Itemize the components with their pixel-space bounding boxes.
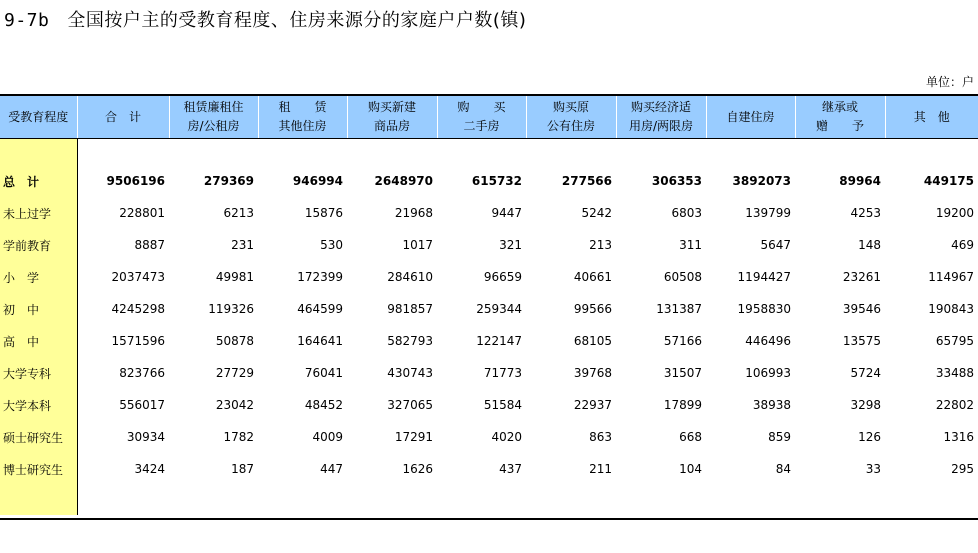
table-cell: 1017 <box>402 238 433 252</box>
row-label: 高 中 <box>0 325 77 357</box>
table-cell: 131387 <box>656 302 702 316</box>
column-header-line2: 赠 予 <box>815 119 864 133</box>
table-cell: 21968 <box>394 206 433 220</box>
spacer-cell <box>169 485 258 515</box>
spacer-cell <box>169 139 258 166</box>
table-cell: 327065 <box>387 398 433 412</box>
table-cell: 114967 <box>928 270 974 284</box>
table-cell: 76041 <box>304 366 343 380</box>
column-header-line1: 租赁廉租住 <box>183 100 244 114</box>
table-cell: 99566 <box>573 302 612 316</box>
column-header <box>0 95 77 139</box>
table-cell: 172399 <box>297 270 343 284</box>
table-row <box>0 389 978 421</box>
table-cell: 284610 <box>387 270 433 284</box>
table-cell: 22937 <box>573 398 612 412</box>
table-cell: 40661 <box>573 270 612 284</box>
row-label: 学前教育 <box>0 229 77 261</box>
table-cell: 946994 <box>292 174 343 188</box>
table-cell: 17291 <box>394 430 433 444</box>
table-cell: 50878 <box>215 334 254 348</box>
table-cell: 5647 <box>760 238 791 252</box>
table-cell: 38938 <box>752 398 791 412</box>
spacer-cell <box>616 139 706 166</box>
spacer-cell <box>258 485 347 515</box>
table-cell: 23261 <box>842 270 881 284</box>
table-row <box>0 453 978 485</box>
table-cell: 60508 <box>663 270 702 284</box>
table-cell: 4009 <box>312 430 343 444</box>
table-cell: 430743 <box>387 366 433 380</box>
column-header-line2: 二手房 <box>463 119 500 133</box>
table-cell: 446496 <box>745 334 791 348</box>
column-header <box>77 95 169 139</box>
spacer-cell <box>77 139 169 166</box>
table-cell: 981857 <box>387 302 433 316</box>
table-cell: 1194427 <box>737 270 791 284</box>
row-label: 博士研究生 <box>0 453 77 485</box>
table-cell: 1782 <box>223 430 254 444</box>
header-row <box>0 95 978 139</box>
table-cell: 164641 <box>297 334 343 348</box>
table-cell: 122147 <box>476 334 522 348</box>
column-header <box>526 95 616 139</box>
table-cell: 148 <box>858 238 881 252</box>
table-cell: 6213 <box>223 206 254 220</box>
table-cell: 859 <box>768 430 791 444</box>
table-cell: 295 <box>951 462 974 476</box>
table-cell: 582793 <box>387 334 433 348</box>
column-header-line1: 其 他 <box>913 109 950 124</box>
column-header-line2: 商品房 <box>373 119 410 133</box>
table-cell: 106993 <box>745 366 791 380</box>
column-header <box>347 95 437 139</box>
table-cell: 1571596 <box>111 334 165 348</box>
table-cell: 259344 <box>476 302 522 316</box>
table-cell: 190843 <box>928 302 974 316</box>
total-row <box>0 165 978 197</box>
table-cell: 4245298 <box>111 302 165 316</box>
table-cell: 65795 <box>935 334 974 348</box>
table-cell: 139799 <box>745 206 791 220</box>
table-cell: 84 <box>775 462 791 476</box>
table-cell: 1626 <box>402 462 433 476</box>
table-cell: 89964 <box>839 174 881 188</box>
table-cell: 39768 <box>573 366 612 380</box>
table-cell: 119326 <box>208 302 254 316</box>
table-cell: 469 <box>951 238 974 252</box>
table-cell: 2037473 <box>111 270 165 284</box>
spacer-row <box>0 485 978 515</box>
table-title: 全国按户主的受教育程度、住房来源分的家庭户户数(镇) <box>67 10 527 31</box>
spacer-cell <box>885 139 978 166</box>
table-cell: 437 <box>499 462 522 476</box>
table-cell: 277566 <box>561 174 612 188</box>
row-label: 未上过学 <box>0 197 77 229</box>
table-cell: 668 <box>679 430 702 444</box>
table-cell: 23042 <box>215 398 254 412</box>
table-cell: 39546 <box>842 302 881 316</box>
column-header <box>258 95 347 139</box>
table-cell: 231 <box>231 238 254 252</box>
data-table <box>0 94 978 515</box>
row-label: 硕士研究生 <box>0 421 77 453</box>
column-header-line1: 合 计 <box>104 109 141 124</box>
spacer-cell <box>706 139 795 166</box>
table-row <box>0 421 978 453</box>
table-cell: 5724 <box>850 366 881 380</box>
page-title <box>4 6 526 32</box>
table-cell: 48452 <box>304 398 343 412</box>
column-header-line1: 购 买 <box>457 100 506 114</box>
column-header-line1: 购买经济适 <box>630 100 691 114</box>
table-cell: 3298 <box>850 398 881 412</box>
column-header <box>169 95 258 139</box>
spacer-cell <box>795 139 885 166</box>
column-header <box>885 95 978 139</box>
row-label: 大学本科 <box>0 389 77 421</box>
spacer-cell <box>526 139 616 166</box>
table-cell: 9506196 <box>106 174 165 188</box>
table-cell: 3892073 <box>732 174 791 188</box>
table-code: 9-7b <box>4 10 50 31</box>
table-row <box>0 261 978 293</box>
table-row <box>0 229 978 261</box>
table-cell: 211 <box>589 462 612 476</box>
table-cell: 5242 <box>581 206 612 220</box>
table-cell: 13575 <box>842 334 881 348</box>
column-header-line1: 购买原 <box>552 100 589 114</box>
table-row <box>0 357 978 389</box>
spacer-row <box>0 139 978 166</box>
table-cell: 71773 <box>483 366 522 380</box>
table-cell: 19200 <box>935 206 974 220</box>
table-cell: 447 <box>320 462 343 476</box>
table-cell: 449175 <box>923 174 974 188</box>
spacer-cell <box>885 485 978 515</box>
table-row <box>0 325 978 357</box>
table-cell: 228801 <box>119 206 165 220</box>
column-header-line2: 房/公租房 <box>187 119 240 133</box>
table-cell: 1958830 <box>737 302 791 316</box>
spacer-cell <box>437 485 526 515</box>
table-cell: 17899 <box>663 398 702 412</box>
column-header-line2: 公有住房 <box>546 119 595 133</box>
column-header <box>706 95 795 139</box>
table-row <box>0 293 978 325</box>
spacer-cell <box>0 139 77 166</box>
table-cell: 96659 <box>483 270 522 284</box>
table-cell: 3424 <box>134 462 165 476</box>
table-cell: 279369 <box>203 174 254 188</box>
table-cell: 8887 <box>134 238 165 252</box>
table-cell: 33 <box>865 462 881 476</box>
table-cell: 311 <box>679 238 702 252</box>
column-header-line1: 自建住房 <box>726 109 775 124</box>
spacer-cell <box>616 485 706 515</box>
column-header-line1: 继承或 <box>821 100 858 114</box>
row-label: 小 学 <box>0 261 77 293</box>
table-cell: 2648970 <box>374 174 433 188</box>
table-cell: 31507 <box>663 366 702 380</box>
table-cell: 22802 <box>935 398 974 412</box>
spacer-cell <box>706 485 795 515</box>
table-cell: 30934 <box>126 430 165 444</box>
table-cell: 530 <box>320 238 343 252</box>
table-cell: 9447 <box>491 206 522 220</box>
table-body <box>0 139 978 516</box>
column-header-line1: 受教育程度 <box>8 109 69 124</box>
spacer-cell <box>437 139 526 166</box>
table-cell: 126 <box>858 430 881 444</box>
table-cell: 187 <box>231 462 254 476</box>
table-cell: 33488 <box>935 366 974 380</box>
table-cell: 15876 <box>304 206 343 220</box>
spacer-cell <box>347 485 437 515</box>
spacer-cell <box>347 139 437 166</box>
table-cell: 1316 <box>943 430 974 444</box>
column-header-line2: 用房/两限房 <box>628 119 694 133</box>
spacer-cell <box>795 485 885 515</box>
bottom-rule <box>0 518 978 520</box>
row-label: 初 中 <box>0 293 77 325</box>
table-cell: 556017 <box>119 398 165 412</box>
column-header-line1: 租 赁 <box>278 100 327 114</box>
column-header-line1: 购买新建 <box>367 100 416 114</box>
column-header <box>616 95 706 139</box>
spacer-cell <box>526 485 616 515</box>
spacer-cell <box>258 139 347 166</box>
table-cell: 51584 <box>483 398 522 412</box>
table-cell: 306353 <box>651 174 702 188</box>
column-header-line2: 其他住房 <box>278 119 327 133</box>
table-cell: 27729 <box>215 366 254 380</box>
table-cell: 6803 <box>671 206 702 220</box>
column-header <box>795 95 885 139</box>
column-header <box>437 95 526 139</box>
spacer-cell <box>77 485 169 515</box>
table-cell: 863 <box>589 430 612 444</box>
table-cell: 823766 <box>119 366 165 380</box>
row-label: 总 计 <box>0 165 77 197</box>
row-label: 大学专科 <box>0 357 77 389</box>
unit-label: 单位：户 <box>925 75 974 89</box>
table-row <box>0 197 978 229</box>
table-cell: 104 <box>679 462 702 476</box>
table-cell: 68105 <box>573 334 612 348</box>
spacer-cell <box>0 485 77 515</box>
table-cell: 49981 <box>215 270 254 284</box>
table-cell: 464599 <box>297 302 343 316</box>
table-cell: 4020 <box>491 430 522 444</box>
table-cell: 4253 <box>850 206 881 220</box>
table-cell: 321 <box>499 238 522 252</box>
table-cell: 615732 <box>471 174 522 188</box>
table-cell: 213 <box>589 238 612 252</box>
table-cell: 57166 <box>663 334 702 348</box>
